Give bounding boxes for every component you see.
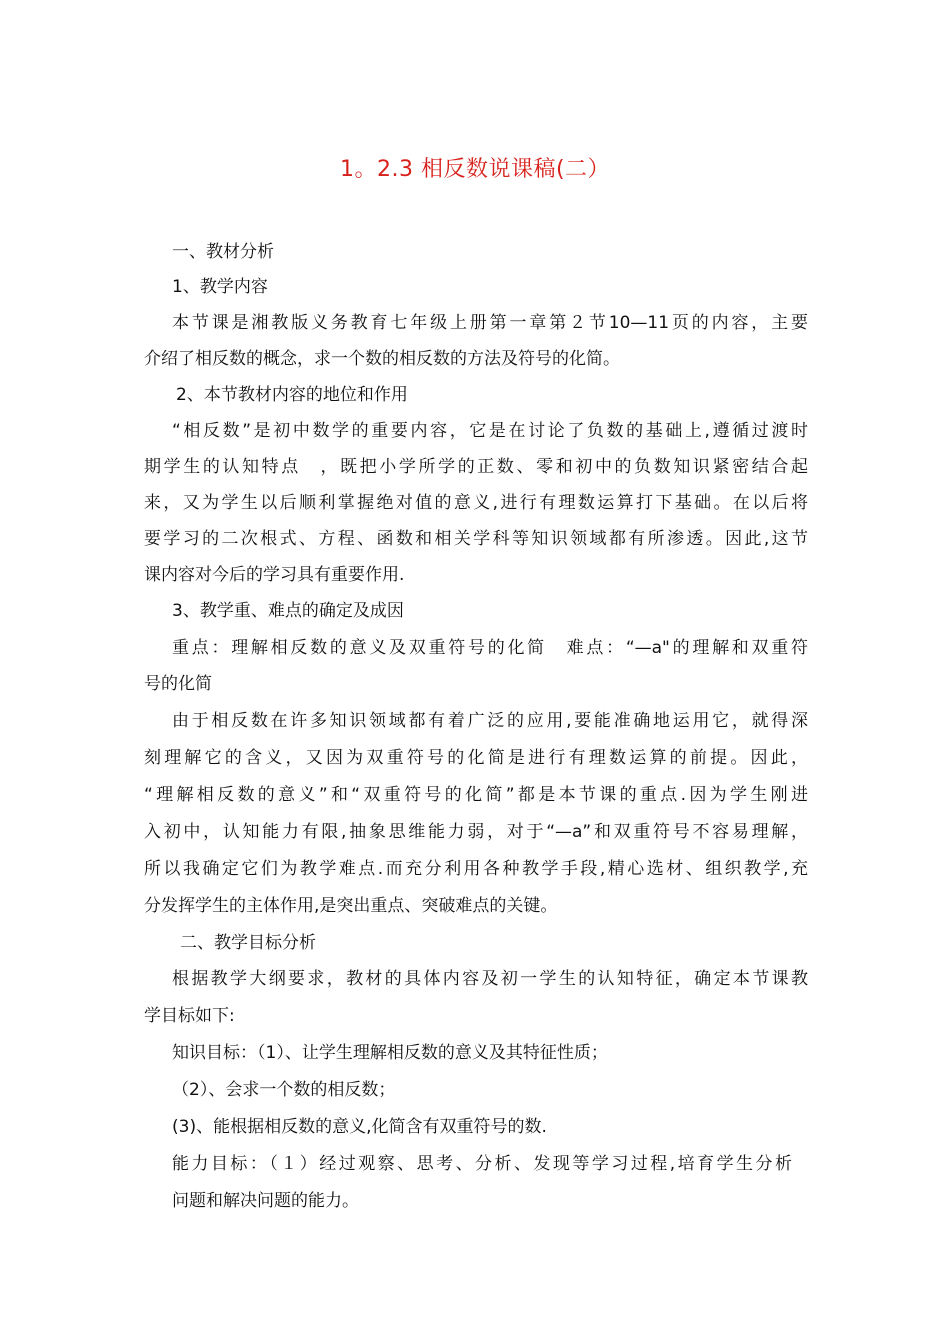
subsection-heading: 1、教学内容 (172, 277, 268, 297)
paragraph-line: 课内容对今后的学习具有重要作用. (144, 565, 405, 585)
paragraph-line: 学目标如下: (144, 1006, 235, 1026)
objective-line: 能力目标：（１）经过观察、思考、分析、发现等学习过程,培育学生分析 (172, 1154, 792, 1174)
document-title: 1。2.3 相反数说课稿(二） (339, 157, 611, 182)
paragraph-line: 来，又为学生以后顺利掌握绝对值的意义,进行有理数运算打下基础。在以后将 (144, 493, 808, 513)
section-heading: 一、教材分析 (172, 242, 274, 262)
objective-line: 知识目标：（1）、让学生理解相反数的意义及其特征性质； (172, 1043, 608, 1063)
paragraph-line: “相反数”是初中数学的重要内容，它是在讨论了负数的基础上,遵循过渡时 (172, 421, 808, 441)
paragraph-line: 由于相反数在许多知识领域都有着广泛的应用,要能准确地运用它，就得深 (172, 711, 808, 731)
paragraph-line: 本节课是湘教版义务教育七年级上册第一章第２节10—11页的内容，主要 (172, 313, 808, 333)
paragraph-line: 分发挥学生的主体作用,是突出重点、突破难点的关键。 (144, 896, 558, 916)
objective-line: (3)、能根据相反数的意义,化简含有双重符号的数. (172, 1117, 547, 1137)
subsection-heading: 3、教学重、难点的确定及成因 (172, 601, 404, 621)
paragraph-line: 刻理解它的含义，又因为双重符号的化简是进行有理数运算的前提。因此， (144, 748, 808, 768)
section-heading: 二、教学目标分析 (180, 933, 316, 953)
objective-line: （2）、会求一个数的相反数； (172, 1080, 396, 1100)
paragraph-line: 介绍了相反数的概念，求一个数的相反数的方法及符号的化简。 (144, 349, 620, 369)
paragraph-line: 所以我确定它们为教学难点.而充分利用各种教学手段,精心选材、组织教学,充 (144, 859, 808, 879)
paragraph-line: 根据教学大纲要求，教材的具体内容及初一学生的认知特征，确定本节课教 (172, 969, 808, 989)
paragraph-line: 期学生的认知特点 ，既把小学所学的正数、零和初中的负数知识紧密结合起 (144, 457, 808, 477)
paragraph-line: 入初中，认知能力有限,抽象思维能力弱，对于“—a”和双重符号不容易理解， (144, 822, 808, 842)
paragraph-line: 要学习的二次根式、方程、函数和相关学科等知识领域都有所渗透。因此,这节 (144, 529, 808, 549)
paragraph-line: “理解相反数的意义”和“双重符号的化简”都是本节课的重点.因为学生刚进 (144, 785, 808, 805)
paragraph-line: 重点：理解相反数的意义及双重符号的化简 难点：“—a"的理解和双重符 (172, 638, 808, 658)
paragraph-line: 号的化简 (144, 674, 212, 694)
subsection-heading: 2、本节教材内容的地位和作用 (176, 385, 408, 405)
objective-line: 问题和解决问题的能力。 (172, 1191, 359, 1211)
